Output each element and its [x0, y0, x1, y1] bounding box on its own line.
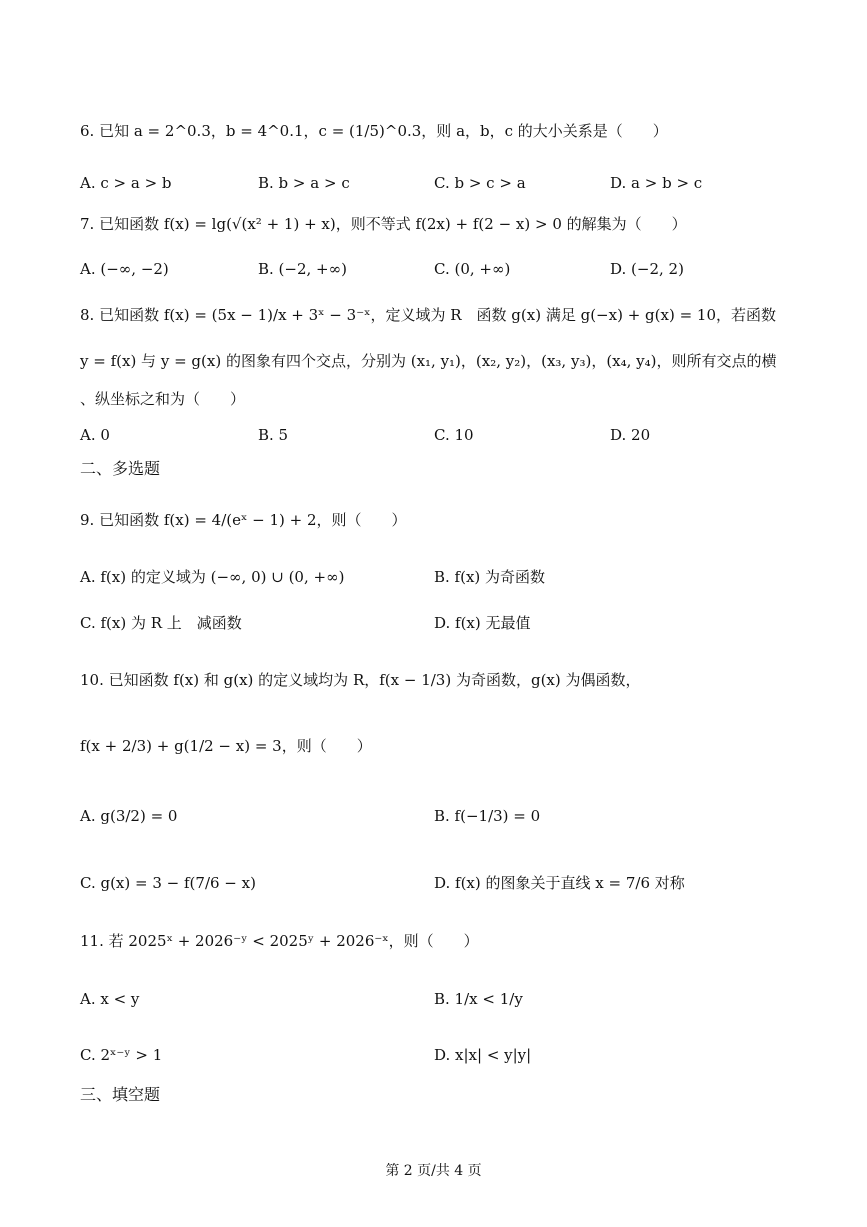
q10-option-d: D. f(x) 的图象关于直线 x = 7/6 对称: [434, 874, 685, 892]
q9-option-b: B. f(x) 为奇函数: [434, 568, 546, 586]
q6-option-b: B. b > a > c: [258, 174, 350, 192]
q10-stem-line2: f(x + 2/3) + g(1/2 − x) = 3，则（ ）: [80, 737, 372, 755]
q9-stem: 9. 已知函数 f(x) = 4/(eˣ − 1) + 2，则（ ）: [80, 511, 407, 529]
q11-stem: 11. 若 2025ˣ + 2026⁻ʸ < 2025ʸ + 2026⁻ˣ，则（ ）: [80, 932, 479, 950]
q10-option-b: B. f(−1/3) = 0: [434, 807, 541, 825]
q6-option-a: A. c > a > b: [80, 174, 172, 192]
page-footer: 第 2 页/共 4 页: [385, 1163, 482, 1179]
q8-option-d: D. 20: [610, 426, 651, 444]
q6-stem: 6. 已知 a = 2^0.3，b = 4^0.1，c = (1/5)^0.3，则 a，b，c 的大小关系是（ ）: [80, 122, 668, 140]
q6-option-d: D. a > b > c: [610, 174, 703, 192]
q8-stem-line3: 、纵坐标之和为（ ）: [80, 390, 246, 408]
q6-option-c: C. b > c > a: [434, 174, 526, 192]
q8-stem-line2: y = f(x) 与 y = g(x) 的图象有四个交点，分别为 (x₁, y₁)，(x₂, y₂)，(x₃, y₃)，(x₄, y₄)，则所有交点的横: [80, 352, 777, 370]
q11-option-d: D. x|x| < y|y|: [434, 1046, 532, 1064]
q7-stem: 7. 已知函数 f(x) = lg(√(x² + 1) + x)，则不等式 f(2x) + f(2 − x) > 0 的解集为（ ）: [80, 215, 687, 233]
q7-option-d: D. (−2, 2): [610, 260, 684, 278]
q9-option-d: D. f(x) 无最值: [434, 614, 531, 632]
q11-option-a: A. x < y: [80, 990, 140, 1008]
q7-option-b: B. (−2, +∞): [258, 260, 347, 278]
q7-option-a: A. (−∞, −2): [80, 260, 169, 278]
q11-option-c: C. 2ˣ⁻ʸ > 1: [80, 1046, 163, 1064]
q9-option-c: C. f(x) 为 R 上 减函数: [80, 614, 242, 632]
q8-stem-line1: 8. 已知函数 f(x) = (5x − 1)/x + 3ˣ − 3⁻ˣ，定义域为 R 函数 g(x) 满足 g(−x) + g(x) = 10，若函数: [80, 306, 776, 324]
q8-option-c: C. 10: [434, 426, 474, 444]
q11-option-b: B. 1/x < 1/y: [434, 990, 523, 1008]
q10-stem-line1: 10. 已知函数 f(x) 和 g(x) 的定义域均为 R，f(x − 1/3) 为奇函数，g(x) 为偶函数，: [80, 671, 641, 689]
q8-option-a: A. 0: [80, 426, 110, 444]
q8-option-b: B. 5: [258, 426, 289, 444]
section-fill-in-heading: 三、填空题: [80, 1085, 161, 1104]
section-multiple-choice-heading: 二、多选题: [80, 459, 161, 478]
q10-option-a: A. g(3/2) = 0: [80, 807, 178, 825]
q10-option-c: C. g(x) = 3 − f(7/6 − x): [80, 874, 256, 892]
q9-option-a: A. f(x) 的定义域为 (−∞, 0) ∪ (0, +∞): [80, 568, 345, 586]
q7-option-c: C. (0, +∞): [434, 260, 511, 278]
